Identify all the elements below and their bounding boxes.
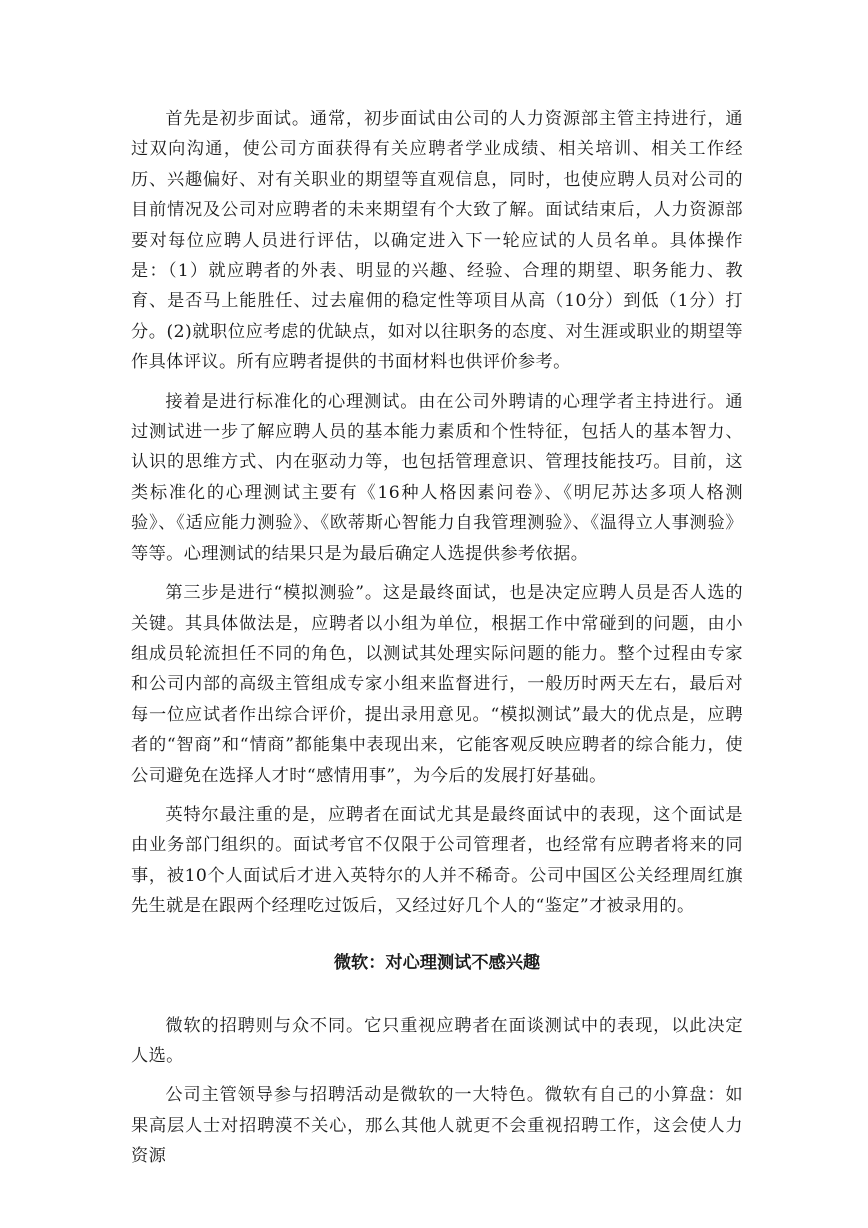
paragraph-microsoft-recruiting: 微软的招聘则与众不同。它只重视应聘者在面谈测试中的表现，以此决定人选。 [131,1015,743,1066]
paragraph-psych-test: 接着是进行标准化的心理测试。由在公司外聘请的心理学者主持进行。通过测试进一步了解应聘人员的基本能力素质和个性特征，包括人的基本智力、认识的思维方式、内在驱动力等，也包括管理意识、管理技能技巧。目前，这类标准化的心理测试主要有《16种人格因素问卷》、《明尼苏达多项人格测验》、《适应能力测验》、《欧蒂斯心智能力自我管理测验》、《温得立人事测验》等等。心理测试的结果只是为最后确定人选提供参考依据。 [131,391,743,564]
paragraph-initial-interview: 首先是初步面试。通常，初步面试由公司的人力资源部主管主持进行，通过双向沟通，使公司方面获得有关应聘者学业成绩、相关培训、相关工作经历、兴趣偏好、对有关职业的期望等直观信息，同时，也使应聘人员对公司的目前情况及公司对应聘者的未来期望有个大致了解。面试结束后，人力资源部要对每位应聘人员进行评估，以确定进入下一轮应试的人员名单。具体操作是：（1）就应聘者的外表、明显的兴趣、经验、合理的期望、职务能力、教育、是否马上能胜任、过去雇佣的稳定性等项目从高（10分）到低（1分）打分。(2)就职位应考虑的优缺点，如对以往职务的态度、对生涯或职业的期望等作具体评议。所有应聘者提供的书面材料也供评价参考。 [131,109,743,373]
paragraph-microsoft-leadership: 公司主管领导参与招聘活动是微软的一大特色。微软有自己的小算盘：如果高层人士对招聘漠不关心，那么其他人就更不会重视招聘工作，这会使人力资源 [131,1085,743,1167]
section-heading-microsoft: 微软：对心理测试不感兴趣 [333,952,541,973]
paragraph-intel-interview: 英特尔最注重的是，应聘者在面试尤其是最终面试中的表现，这个面试是由业务部门组织的。面试考官不仅限于公司管理者，也经常有应聘者将来的同事，被10个人面试后才进入英特尔的人并不稀奇。公司中国区公关经理周红旗先生就是在跟两个经理吃过饭后，又经过好几个人的“鉴定”才被录用的。 [131,804,743,917]
document-page [131,104,743,1181]
paragraph-simulation-test: 第三步是进行“模拟测验”。这是最终面试，也是决定应聘人员是否人选的关键。其具体做法是，应聘者以小组为单位，根据工作中常碰到的问题，由小组成员轮流担任不同的角色，以测试其处理实际问题的能力。整个过程由专家和公司内部的高级主管组成专家小组来监督进行，一般历时两天左右，最后对每一位应试者作出综合评价，提出录用意见。“模拟测试”最大的优点是，应聘者的“智商”和“情商”都能集中表现出来，它能客观反映应聘者的综合能力，使公司避免在选择人才时“感情用事”，为今后的发展打好基础。 [131,583,743,786]
